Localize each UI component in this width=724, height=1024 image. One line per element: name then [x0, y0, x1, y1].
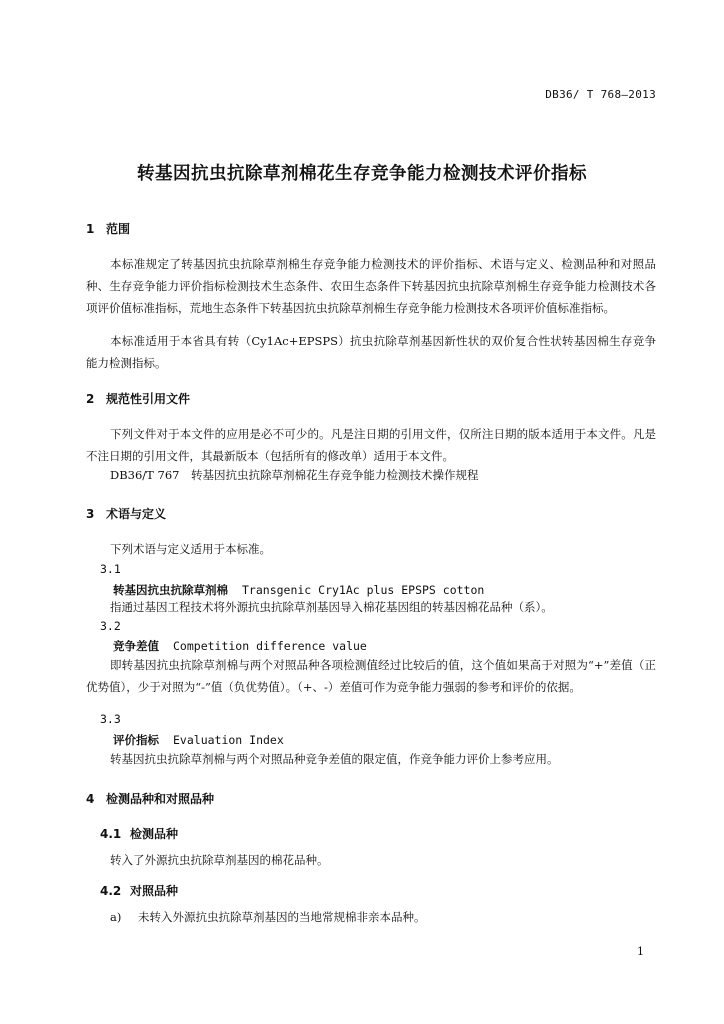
section-2-heading [86, 390, 190, 407]
term-3-3-title [113, 732, 284, 748]
list-item-text: 未转入外源抗虫抗除草剂基因的当地常规棉非亲本品种。 [138, 910, 426, 924]
section-3-heading [86, 505, 166, 522]
section-title: 范围 [106, 222, 131, 236]
term-cn: 评价指标 [113, 733, 159, 747]
section-4-heading [86, 790, 214, 807]
page-title: 转基因抗虫抗除草剂棉花生存竞争能力检测技术评价指标 [137, 164, 587, 184]
term-en: Evaluation Index [173, 733, 284, 747]
term-3-1-number: 3.1 [100, 562, 121, 576]
section-number: 3 [86, 507, 95, 521]
term-3-1-definition: 指通过基因工程技术将外源抗虫抗除草剂基因导入棉花基因组的转基因棉花品种（系）。 [110, 600, 553, 614]
section-1-heading [86, 220, 130, 237]
section-title: 检测品种 [130, 827, 179, 841]
section-number: 4.2 [100, 884, 122, 898]
section-4-2-heading [100, 882, 178, 899]
section-number: 4.1 [100, 827, 122, 841]
term-3-2-title [113, 638, 367, 654]
section-title: 规范性引用文件 [106, 392, 191, 406]
term-en: Transgenic Cry1Ac plus EPSPS cotton [242, 583, 485, 597]
term-3-3-definition: 转基因抗虫抗除草剂棉与两个对照品种竞争差值的限定值，作竞争能力评价上参考应用。 [110, 752, 559, 766]
term-cn: 转基因抗虫抗除草剂棉 [113, 583, 228, 597]
section-title: 检测品种和对照品种 [106, 792, 215, 806]
section-3-intro: 下列术语与定义适用于本标准。 [110, 542, 271, 556]
section-2-paragraph: 下列文件对于本文件的应用是必不可少的。凡是注日期的引用文件，仅所注日期的版本适用于本文件。凡是不注日期的引用文件，其最新版本（包括所有的修改单）适用于本文件。 [86, 427, 656, 463]
normative-reference: DB36/T 767 转基因抗虫抗除草剂棉花生存竞争能力检测技术操作规程 [110, 468, 479, 482]
section-number: 2 [86, 392, 95, 406]
section-4-2-item-a [110, 906, 656, 928]
section-4-1-heading [100, 825, 178, 842]
section-1-paragraph-2: 本标准适用于本省具有转（Cy1Ac+EPSPS）抗虫抗除草剂基因新性状的双价复合性状转基因棉生存竞争能力检测指标。 [86, 334, 656, 370]
term-3-2-number: 3.2 [100, 619, 121, 633]
section-1-paragraph-1: 本标准规定了转基因抗虫抗除草剂棉生存竞争能力检测技术的评价指标、术语与定义、检测品种和对照品种、生存竞争能力评价指标检测技术生态条件、农田生态条件下转基因抗虫抗除草剂棉生存竞争能力检测技术各项评价值标准指标，荒地生态条件下转基因抗虫抗除草剂棉生存竞争能力检测技术各项评价值标准指标。 [86, 257, 656, 315]
section-title: 对照品种 [130, 884, 179, 898]
section-4-1-paragraph: 转入了外源抗虫抗除草剂基因的棉花品种。 [110, 853, 329, 867]
term-3-2-definition: 即转基因抗虫抗除草剂棉与两个对照品种各项检测值经过比较后的值，这个值如果高于对照为“+”差值（正优势值），少于对照为“-”值（负优势值）。（+、-）差值可作为竞争能力强弱的参考和评价的依据。 [86, 658, 656, 694]
section-number: 4 [86, 792, 95, 806]
section-title: 术语与定义 [106, 507, 167, 521]
term-3-3-number: 3.3 [100, 712, 121, 726]
term-en: Competition difference value [173, 639, 367, 653]
document-code: DB36/ T 768—2013 [545, 88, 656, 101]
section-number: 1 [86, 222, 95, 236]
term-cn: 竞争差值 [113, 639, 159, 653]
list-marker: a) [110, 910, 122, 924]
page-number: 1 [637, 945, 644, 958]
